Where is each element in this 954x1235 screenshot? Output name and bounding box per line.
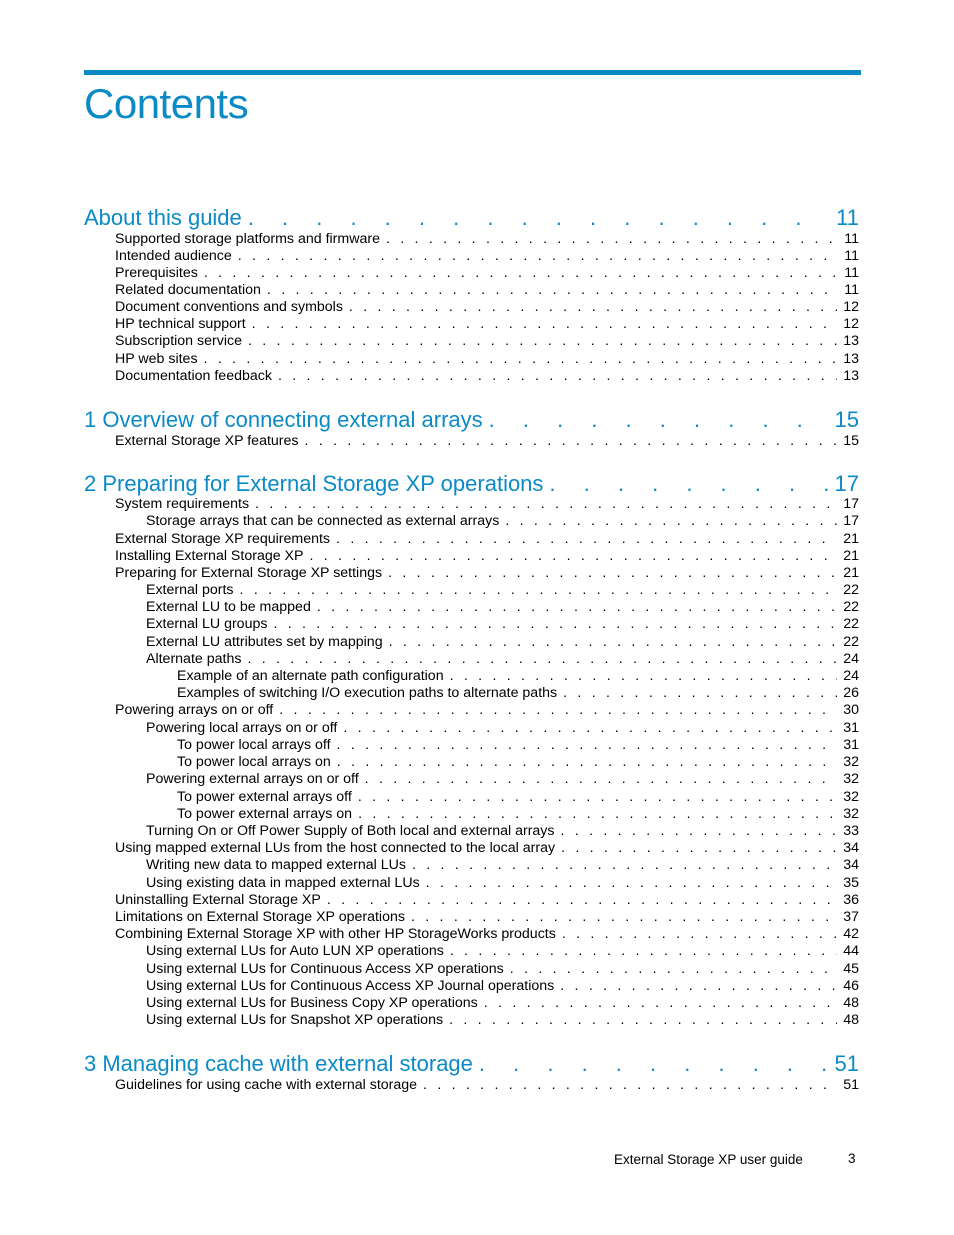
toc-entry-title: To power external arrays on bbox=[177, 806, 353, 822]
toc-entry[interactable] bbox=[146, 1012, 859, 1029]
toc-entry[interactable] bbox=[115, 840, 859, 857]
toc-entry[interactable] bbox=[115, 548, 859, 565]
toc-entry-title: Turning On or Off Power Supply of Both local and external arrays bbox=[146, 823, 555, 839]
toc-leader-dots bbox=[560, 978, 837, 995]
toc-leader-dots bbox=[317, 599, 837, 616]
toc-page-number: 12 bbox=[843, 299, 859, 315]
toc-entry[interactable] bbox=[115, 316, 859, 333]
toc-page-number: 17 bbox=[843, 513, 859, 529]
toc-page-number: 21 bbox=[843, 548, 859, 564]
toc-entry[interactable] bbox=[115, 531, 859, 548]
toc-entry-title: External LU attributes set by mapping bbox=[146, 634, 383, 650]
toc-entry-title: System requirements bbox=[115, 496, 250, 512]
toc-entry-title: Intended audience bbox=[115, 248, 232, 264]
toc-page-number: 13 bbox=[843, 333, 859, 349]
toc-entry[interactable] bbox=[177, 806, 859, 823]
toc-entry-title: Related documentation bbox=[115, 282, 261, 298]
toc-entry-title: To power external arrays off bbox=[177, 789, 352, 805]
toc-page-number: 17 bbox=[843, 496, 859, 512]
toc-entry[interactable] bbox=[115, 1077, 859, 1094]
toc-leader-dots bbox=[563, 685, 837, 702]
toc-leader-dots bbox=[349, 299, 837, 316]
toc-entry-title: External LU groups bbox=[146, 616, 268, 632]
toc-page-number: 15 bbox=[843, 433, 859, 449]
toc-page-number: 26 bbox=[843, 685, 859, 701]
toc-entry[interactable] bbox=[146, 513, 859, 530]
toc-page-number: 22 bbox=[843, 616, 859, 632]
toc-entry[interactable] bbox=[146, 823, 859, 840]
toc-page-number: 22 bbox=[843, 582, 859, 598]
toc-leader-dots bbox=[337, 737, 837, 754]
toc-entry-title: Powering local arrays on or off bbox=[146, 720, 338, 736]
toc-entry-title: Uninstalling External Storage XP bbox=[115, 892, 321, 908]
toc-entry-title: Powering external arrays on or off bbox=[146, 771, 359, 787]
footer-page-number: 3 bbox=[848, 1151, 856, 1166]
toc-leader-dots bbox=[273, 616, 837, 633]
toc-entry-title: HP technical support bbox=[115, 316, 246, 332]
toc-leader-dots bbox=[561, 840, 837, 857]
toc-entry-title: 2 Preparing for External Storage XP operations bbox=[84, 472, 544, 496]
toc-page-number: 51 bbox=[834, 1052, 859, 1076]
toc-leader-dots bbox=[248, 333, 837, 350]
toc-entry[interactable] bbox=[115, 565, 859, 582]
toc-page-number: 11 bbox=[844, 231, 859, 247]
toc-leader-dots bbox=[278, 368, 837, 385]
toc-page-number: 34 bbox=[843, 857, 859, 873]
toc-page-number: 48 bbox=[843, 995, 859, 1011]
toc-leader-dots bbox=[505, 513, 837, 530]
toc-entry-title: Using existing data in mapped external LUs bbox=[146, 875, 420, 891]
toc-entry-title: External Storage XP requirements bbox=[115, 531, 331, 547]
toc-leader-dots bbox=[562, 926, 837, 943]
toc-entry[interactable] bbox=[115, 368, 859, 385]
toc-entry-title: Combining External Storage XP with other HP StorageWorks products bbox=[115, 926, 556, 942]
toc-entry-title: Limitations on External Storage XP operations bbox=[115, 909, 405, 925]
toc-entry[interactable] bbox=[146, 943, 859, 960]
toc-leader-dots bbox=[365, 771, 837, 788]
toc-leader-dots bbox=[267, 282, 837, 299]
toc-entry[interactable] bbox=[146, 875, 859, 892]
toc-entry-title: Using external LUs for Continuous Access XP operations bbox=[146, 961, 504, 977]
toc-chapter-entry[interactable] bbox=[84, 206, 859, 230]
toc-page-number: 35 bbox=[843, 875, 859, 891]
toc-entry-title: HP web sites bbox=[115, 351, 198, 367]
toc-entry[interactable] bbox=[146, 720, 859, 737]
toc-leader-dots bbox=[204, 265, 837, 282]
toc-entry[interactable] bbox=[115, 702, 859, 719]
toc-leader-dots bbox=[248, 206, 829, 230]
toc-entry[interactable] bbox=[146, 634, 859, 651]
toc-entry-title: Documentation feedback bbox=[115, 368, 272, 384]
page-title: Contents bbox=[84, 80, 249, 127]
toc-page-number: 11 bbox=[844, 265, 859, 281]
toc-chapter-entry[interactable] bbox=[84, 472, 859, 496]
toc-entry[interactable] bbox=[115, 282, 859, 299]
toc-entry-title: Preparing for External Storage XP settings bbox=[115, 565, 383, 581]
toc-entry-title: Using external LUs for Auto LUN XP operations bbox=[146, 943, 444, 959]
toc-entry[interactable] bbox=[177, 789, 859, 806]
toc-entry-title: Installing External Storage XP bbox=[115, 548, 304, 564]
toc-page-number: 32 bbox=[843, 789, 859, 805]
toc-leader-dots bbox=[336, 531, 837, 548]
toc-leader-dots bbox=[412, 857, 837, 874]
toc-entry-title: Using mapped external LUs from the host connected to the local array bbox=[115, 840, 556, 856]
toc-chapter-entry[interactable] bbox=[84, 1052, 859, 1076]
toc-leader-dots bbox=[484, 995, 837, 1012]
toc-entry-title: Examples of switching I/O execution paths to alternate paths bbox=[177, 685, 558, 701]
toc-page-number: 51 bbox=[843, 1077, 859, 1093]
toc-leader-dots bbox=[510, 961, 837, 978]
toc-page-number: 44 bbox=[843, 943, 859, 959]
toc-entry[interactable] bbox=[177, 737, 859, 754]
toc-page-number: 12 bbox=[843, 316, 859, 332]
toc-page-number: 46 bbox=[843, 978, 859, 994]
toc-entry[interactable] bbox=[146, 582, 859, 599]
toc-leader-dots bbox=[411, 909, 837, 926]
toc-entry-title: Using external LUs for Business Copy XP operations bbox=[146, 995, 478, 1011]
toc-leader-dots bbox=[305, 433, 838, 450]
toc-entry[interactable] bbox=[146, 599, 859, 616]
toc-leader-dots bbox=[388, 565, 837, 582]
toc-entry[interactable] bbox=[146, 995, 859, 1012]
toc-leader-dots bbox=[337, 754, 837, 771]
toc-page-number: 42 bbox=[843, 926, 859, 942]
toc-entry-title: 1 Overview of connecting external arrays bbox=[84, 408, 483, 432]
toc-entry[interactable] bbox=[146, 651, 859, 668]
toc-leader-dots bbox=[450, 668, 837, 685]
toc-entry[interactable] bbox=[146, 616, 859, 633]
toc-entry[interactable] bbox=[115, 351, 859, 368]
toc-entry-title: To power local arrays on bbox=[177, 754, 331, 770]
toc-page-number: 33 bbox=[843, 823, 859, 839]
toc-page-number: 13 bbox=[843, 351, 859, 367]
toc-chapter-entry[interactable] bbox=[84, 408, 859, 432]
toc-entry-title: Prerequisites bbox=[115, 265, 198, 281]
toc-entry-title: Subscription service bbox=[115, 333, 242, 349]
toc-leader-dots bbox=[561, 823, 838, 840]
toc-entry[interactable] bbox=[146, 978, 859, 995]
toc-entry-title: Alternate paths bbox=[146, 651, 242, 667]
toc-leader-dots bbox=[358, 789, 837, 806]
footer-doc-title: External Storage XP user guide bbox=[614, 1152, 803, 1167]
toc-leader-dots bbox=[489, 408, 829, 432]
toc-leader-dots bbox=[423, 1077, 837, 1094]
toc-leader-dots bbox=[204, 351, 837, 368]
toc-leader-dots bbox=[389, 634, 837, 651]
toc-entry[interactable] bbox=[146, 857, 859, 874]
toc-page-number: 11 bbox=[844, 248, 859, 264]
toc-entry[interactable] bbox=[115, 926, 859, 943]
toc-entry-title: External ports bbox=[146, 582, 234, 598]
toc-leader-dots bbox=[479, 1052, 829, 1076]
toc-leader-dots bbox=[255, 496, 837, 513]
toc-entry-title: Storage arrays that can be connected as external arrays bbox=[146, 513, 500, 529]
toc-entry-title: External Storage XP features bbox=[115, 433, 299, 449]
toc-page-number: 17 bbox=[834, 472, 859, 496]
toc-leader-dots bbox=[309, 548, 837, 565]
toc-leader-dots bbox=[549, 472, 828, 496]
toc-entry[interactable] bbox=[177, 685, 859, 702]
toc-leader-dots bbox=[238, 248, 837, 265]
toc-leader-dots bbox=[327, 892, 837, 909]
toc-leader-dots bbox=[358, 806, 837, 823]
toc-leader-dots bbox=[252, 316, 837, 333]
toc-entry[interactable] bbox=[115, 265, 859, 282]
toc-page-number: 45 bbox=[843, 961, 859, 977]
toc-entry[interactable] bbox=[115, 892, 859, 909]
toc-entry-title: Example of an alternate path configuration bbox=[177, 668, 444, 684]
toc-page-number: 24 bbox=[843, 651, 859, 667]
toc-leader-dots bbox=[426, 875, 837, 892]
toc-entry[interactable] bbox=[115, 433, 859, 450]
toc-page-number: 32 bbox=[843, 771, 859, 787]
toc-entry[interactable] bbox=[115, 496, 859, 513]
toc-entry[interactable] bbox=[177, 668, 859, 685]
toc-leader-dots bbox=[279, 702, 837, 719]
toc-entry-title: External LU to be mapped bbox=[146, 599, 311, 615]
toc-entry-title: Powering arrays on or off bbox=[115, 702, 274, 718]
toc-leader-dots bbox=[386, 231, 837, 248]
toc-page-number: 48 bbox=[843, 1012, 859, 1028]
toc-entry[interactable] bbox=[177, 754, 859, 771]
toc-page-number: 32 bbox=[843, 806, 859, 822]
toc-page-number: 32 bbox=[843, 754, 859, 770]
toc-page-number: 24 bbox=[843, 668, 859, 684]
toc-leader-dots bbox=[450, 943, 837, 960]
toc-page-number: 30 bbox=[843, 702, 859, 718]
toc-page-number: 11 bbox=[836, 206, 859, 230]
toc-page-number: 22 bbox=[843, 599, 859, 615]
toc-page-number: 22 bbox=[843, 634, 859, 650]
toc-page-number: 21 bbox=[843, 565, 859, 581]
toc-page-number: 31 bbox=[843, 737, 859, 753]
toc-page-number: 36 bbox=[843, 892, 859, 908]
toc-entry-title: Using external LUs for Continuous Access XP Journal operations bbox=[146, 978, 555, 994]
toc-entry-title: About this guide bbox=[84, 206, 242, 230]
toc-entry-title: Using external LUs for Snapshot XP operations bbox=[146, 1012, 444, 1028]
toc-entry[interactable] bbox=[146, 961, 859, 978]
toc-page-number: 37 bbox=[843, 909, 859, 925]
toc-page-number: 13 bbox=[843, 368, 859, 384]
toc-page-number: 34 bbox=[843, 840, 859, 856]
toc-entry-title: Supported storage platforms and firmware bbox=[115, 231, 380, 247]
toc-entry[interactable] bbox=[115, 299, 859, 316]
toc-entry-title: Writing new data to mapped external LUs bbox=[146, 857, 406, 873]
toc-entry-title: Document conventions and symbols bbox=[115, 299, 343, 315]
toc-leader-dots bbox=[240, 582, 837, 599]
toc-entry[interactable] bbox=[115, 231, 859, 248]
toc-leader-dots bbox=[449, 1012, 837, 1029]
toc-page-number: 21 bbox=[843, 531, 859, 547]
toc-leader-dots bbox=[247, 651, 837, 668]
toc-entry[interactable] bbox=[115, 333, 859, 350]
toc-entry-title: Guidelines for using cache with external storage bbox=[115, 1077, 418, 1093]
toc-page-number: 11 bbox=[844, 282, 859, 298]
toc-leader-dots bbox=[343, 720, 837, 737]
toc-entry[interactable] bbox=[115, 248, 859, 265]
toc-entry-title: 3 Managing cache with external storage bbox=[84, 1052, 473, 1076]
toc-entry[interactable] bbox=[146, 771, 859, 788]
toc-entry[interactable] bbox=[115, 909, 859, 926]
toc-entry-title: To power local arrays off bbox=[177, 737, 331, 753]
toc-page-number: 15 bbox=[834, 408, 859, 432]
toc-page-number: 31 bbox=[843, 720, 859, 736]
title-rule bbox=[84, 70, 861, 75]
